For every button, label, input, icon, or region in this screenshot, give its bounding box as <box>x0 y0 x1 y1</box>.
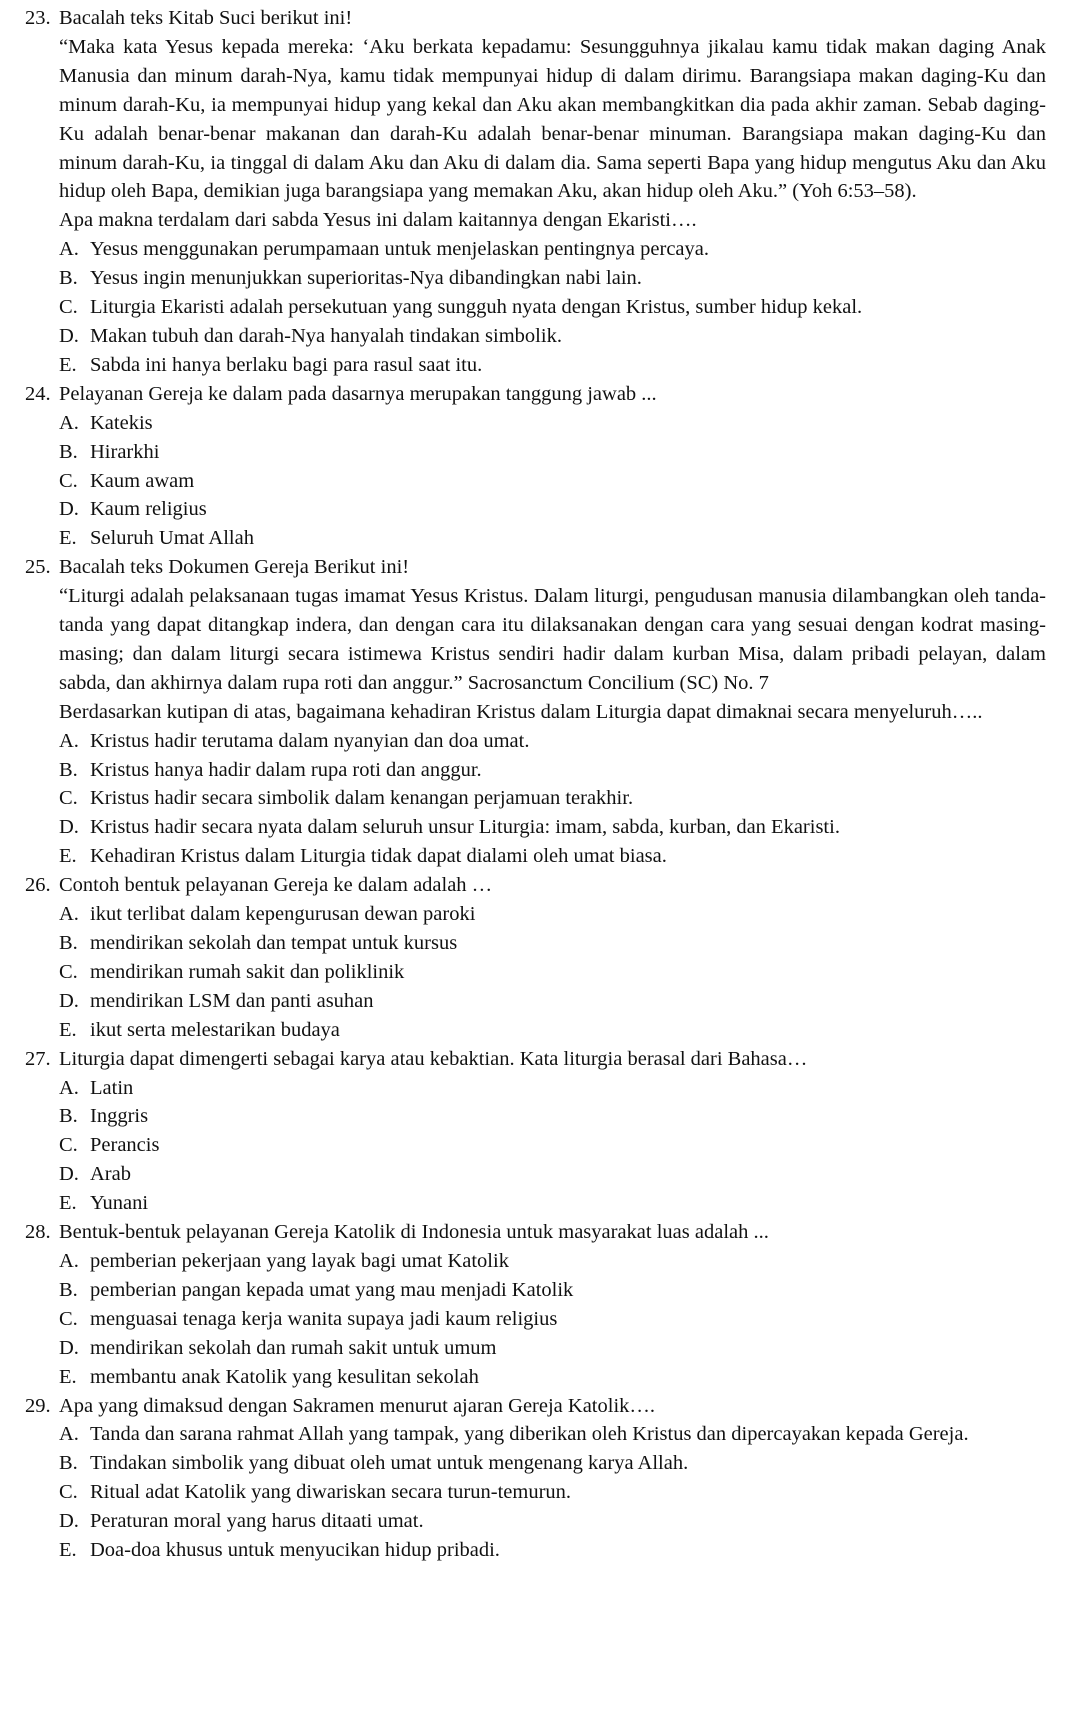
answer-option-b[interactable] <box>59 264 1046 293</box>
answer-option-b[interactable] <box>59 1102 1046 1131</box>
option-text: Kaum religius <box>90 498 207 521</box>
question-24 <box>25 380 1046 553</box>
question-28 <box>25 1218 1046 1391</box>
question-header <box>25 380 1046 409</box>
question-header <box>25 553 1046 582</box>
option-text: Peraturan moral yang harus ditaati umat. <box>90 1510 424 1533</box>
question-header <box>25 1392 1046 1421</box>
option-letter: C. <box>59 469 78 492</box>
church-document-passage: “Liturgi adalah pelaksanaan tugas imamat Yesus Kristus. Dalam liturgi, pengudusan manusia dilambangkan oleh tanda-tanda yang dapat ditangkap indera, dan dengan cara itu dilaksanakan dengan cara yang sesuai dengan kodrat masing-masing; dan dalam liturgi secara istimewa Kristus sendiri hadir dalam kurban Misa, dalam pribadi pelayan, dalam sabda, dan akhirnya dalam rupa roti dan anggur.” Sacrosanctum Concilium (SC) No. 7 <box>59 585 1046 694</box>
question-lead: Pelayanan Gereja ke dalam pada dasarnya merupakan tanggung jawab ... <box>59 382 657 405</box>
answer-option-a[interactable] <box>59 727 1046 756</box>
answer-option-e[interactable] <box>59 524 1046 553</box>
option-letter: A. <box>59 1423 79 1446</box>
answer-option-c[interactable] <box>59 467 1046 496</box>
answer-options <box>59 727 1046 872</box>
option-text: ikut terlibat dalam kepengurusan dewan paroki <box>90 903 476 926</box>
option-letter: D. <box>59 989 79 1012</box>
answer-option-c[interactable] <box>59 293 1046 322</box>
option-text: Hirarkhi <box>90 440 160 463</box>
answer-option-e[interactable] <box>59 351 1046 380</box>
option-letter: C. <box>59 1307 78 1330</box>
option-text: menguasai tenaga kerja wanita supaya jadi kaum religius <box>90 1307 558 1330</box>
answer-option-d[interactable] <box>59 987 1046 1016</box>
answer-option-e[interactable] <box>59 842 1046 871</box>
option-text: Yesus ingin menunjukkan superioritas-Nya dibandingkan nabi lain. <box>90 267 642 290</box>
answer-options <box>59 1420 1046 1565</box>
option-text: Arab <box>90 1163 131 1186</box>
answer-option-b[interactable] <box>59 756 1046 785</box>
question-header <box>25 871 1046 900</box>
answer-option-e[interactable] <box>59 1016 1046 1045</box>
option-text: mendirikan sekolah dan rumah sakit untuk umum <box>90 1336 497 1359</box>
option-letter: C. <box>59 787 78 810</box>
question-27 <box>25 1045 1046 1218</box>
option-text: Yunani <box>90 1192 149 1215</box>
question-25 <box>25 553 1046 871</box>
option-text: Tanda dan sarana rahmat Allah yang tampak, yang diberikan oleh Kristus dan dipercayakan kepada Gereja. <box>90 1423 969 1446</box>
question-number: 24. <box>25 382 51 405</box>
option-letter: D. <box>59 1336 79 1359</box>
answer-option-d[interactable] <box>59 1507 1046 1536</box>
option-text: Tindakan simbolik yang dibuat oleh umat untuk mengenang karya Allah. <box>90 1452 689 1475</box>
option-text: mendirikan LSM dan panti asuhan <box>90 989 374 1012</box>
option-letter: D. <box>59 1163 79 1186</box>
option-letter: C. <box>59 296 78 319</box>
answer-option-c[interactable] <box>59 1131 1046 1160</box>
option-letter: E. <box>59 527 77 550</box>
answer-option-a[interactable] <box>59 900 1046 929</box>
answer-option-e[interactable] <box>59 1536 1046 1565</box>
option-text: Ritual adat Katolik yang diwariskan secara turun-temurun. <box>90 1481 572 1504</box>
option-text: mendirikan sekolah dan tempat untuk kursus <box>90 932 458 954</box>
answer-option-b[interactable] <box>59 438 1046 467</box>
option-letter: C. <box>59 1481 78 1504</box>
option-letter: B. <box>59 1452 78 1475</box>
option-letter: B. <box>59 1278 78 1301</box>
option-text: Kehadiran Kristus dalam Liturgia tidak dapat dialami oleh umat biasa. <box>90 845 667 868</box>
option-letter: E. <box>59 1539 77 1562</box>
option-letter: A. <box>59 411 79 434</box>
option-text: mendirikan rumah sakit dan poliklinik <box>90 960 405 983</box>
option-text: Kristus hadir secara simbolik dalam kenangan perjamuan terakhir. <box>90 787 634 810</box>
question-lead: Bacalah teks Dokumen Gereja Berikut ini! <box>59 556 410 579</box>
option-letter: B. <box>59 267 78 290</box>
answer-option-d[interactable] <box>59 322 1046 351</box>
option-text: Seluruh Umat Allah <box>90 527 254 550</box>
option-letter: A. <box>59 1076 79 1099</box>
answer-option-d[interactable] <box>59 1334 1046 1363</box>
option-text: Sabda ini hanya berlaku bagi para rasul saat itu. <box>90 353 483 376</box>
answer-option-b[interactable] <box>59 1276 1046 1305</box>
option-text: Makan tubuh dan darah-Nya hanyalah tindakan simbolik. <box>90 324 562 347</box>
question-number: 29. <box>25 1394 51 1417</box>
option-letter: E. <box>59 353 77 376</box>
option-letter: A. <box>59 1249 79 1272</box>
option-letter: B. <box>59 1105 78 1128</box>
option-text: membantu anak Katolik yang kesulitan sekolah <box>90 1365 479 1388</box>
question-number: 27. <box>25 1047 51 1070</box>
answer-option-e[interactable] <box>59 1363 1046 1392</box>
scripture-passage: “Maka kata Yesus kepada mereka: ‘Aku berkata kepadamu: Sesungguhnya jikalau kamu tidak makan daging Anak Manusia dan minum darah-Nya, kamu tidak mempunyai hidup di dalam dirimu. Barangsiapa makan daging-Ku dan minum darah-Ku, ia mempunyai hidup yang kekal dan Aku akan membangkitkan dia pada akhir zaman. Sebab daging-Ku adalah benar-benar makanan dan darah-Ku adalah benar-benar minuman. Barangsiapa makan daging-Ku dan minum darah-Ku, ia tinggal di dalam Aku dan Aku di dalam dia. Sama seperti Bapa yang hidup mengutus Aku dan Aku hidup oleh Bapa, demikian juga barangsiapa yang memakan Aku, akan hidup oleh Aku.” (Yoh 6:53–58). <box>59 35 1046 203</box>
option-text: Latin <box>90 1076 134 1099</box>
question-number: 28. <box>25 1221 51 1244</box>
answer-options <box>59 235 1046 380</box>
option-letter: E. <box>59 1018 77 1041</box>
question-header <box>25 1218 1046 1247</box>
option-text: pemberian pekerjaan yang layak bagi umat Katolik <box>90 1249 509 1272</box>
answer-option-a[interactable] <box>59 235 1046 264</box>
option-letter: B. <box>59 932 78 954</box>
option-text: Yesus menggunakan perumpamaan untuk menjelaskan pentingnya percaya. <box>90 238 710 261</box>
question-header <box>25 4 1046 33</box>
answer-option-a[interactable] <box>59 409 1046 438</box>
option-text: Inggris <box>90 1105 149 1128</box>
option-letter: B. <box>59 440 78 463</box>
answer-option-d[interactable] <box>59 495 1046 524</box>
option-letter: A. <box>59 903 79 926</box>
question-lead: Bacalah teks Kitab Suci berikut ini! <box>59 7 353 29</box>
option-text: Kaum awam <box>90 469 195 492</box>
answer-option-a[interactable] <box>59 1247 1046 1276</box>
answer-options <box>59 900 1046 1045</box>
option-text: Kristus hanya hadir dalam rupa roti dan anggur. <box>90 758 482 781</box>
option-text: Kristus hadir secara nyata dalam seluruh unsur Liturgia: imam, sabda, kurban, dan Ekaristi. <box>90 816 840 839</box>
answer-option-a[interactable] <box>59 1420 1046 1449</box>
question-23 <box>25 4 1046 380</box>
question-lead: Bentuk-bentuk pelayanan Gereja Katolik di Indonesia untuk masyarakat luas adalah ... <box>59 1221 769 1244</box>
answer-option-c[interactable] <box>59 1478 1046 1507</box>
option-text: Perancis <box>90 1134 160 1157</box>
question-prompt: Berdasarkan kutipan di atas, bagaimana kehadiran Kristus dalam Liturgia dapat dimaknai secara menyeluruh….. <box>59 700 983 723</box>
option-letter: C. <box>59 960 78 983</box>
option-letter: A. <box>59 238 79 261</box>
answer-option-d[interactable] <box>59 1160 1046 1189</box>
answer-options <box>59 1247 1046 1392</box>
question-number: 23. <box>25 7 51 29</box>
option-letter: D. <box>59 324 79 347</box>
option-text: pemberian pangan kepada umat yang mau menjadi Katolik <box>90 1278 574 1301</box>
option-letter: C. <box>59 1134 78 1157</box>
question-number: 26. <box>25 874 51 897</box>
answer-option-a[interactable] <box>59 1074 1046 1103</box>
question-lead: Liturgia dapat dimengerti sebagai karya atau kebaktian. Kata liturgia berasal dari Bahasa… <box>59 1047 808 1070</box>
question-lead: Contoh bentuk pelayanan Gereja ke dalam adalah … <box>59 874 493 897</box>
option-text: Doa-doa khusus untuk menyucikan hidup pribadi. <box>90 1539 500 1562</box>
question-lead: Apa yang dimaksud dengan Sakramen menurut ajaran Gereja Katolik…. <box>59 1394 656 1417</box>
option-text: Liturgia Ekaristi adalah persekutuan yang sungguh nyata dengan Kristus, sumber hidup kekal. <box>90 296 863 319</box>
answer-option-d[interactable] <box>59 813 1046 842</box>
answer-option-c[interactable] <box>59 958 1046 987</box>
option-letter: D. <box>59 1510 79 1533</box>
option-letter: B. <box>59 758 78 781</box>
option-text: Kristus hadir terutama dalam nyanyian dan doa umat. <box>90 729 530 752</box>
question-26 <box>25 871 1046 1044</box>
option-letter: D. <box>59 816 79 839</box>
answer-option-b[interactable] <box>59 1449 1046 1478</box>
option-letter: E. <box>59 1192 77 1215</box>
option-letter: E. <box>59 1365 77 1388</box>
question-number: 25. <box>25 556 51 579</box>
question-header <box>25 1045 1046 1074</box>
question-prompt: Apa makna terdalam dari sabda Yesus ini dalam kaitannya dengan Ekaristi…. <box>59 209 697 232</box>
answer-option-c[interactable] <box>59 784 1046 813</box>
answer-option-e[interactable] <box>59 1189 1046 1218</box>
answer-option-b[interactable] <box>59 929 1046 958</box>
option-letter: E. <box>59 845 77 868</box>
option-text: Katekis <box>90 411 153 434</box>
answer-option-c[interactable] <box>59 1305 1046 1334</box>
answer-options <box>59 1074 1046 1219</box>
option-text: ikut serta melestarikan budaya <box>90 1018 340 1041</box>
question-29 <box>25 1392 1046 1565</box>
option-letter: D. <box>59 498 79 521</box>
option-letter: A. <box>59 729 79 752</box>
answer-options <box>59 409 1046 554</box>
